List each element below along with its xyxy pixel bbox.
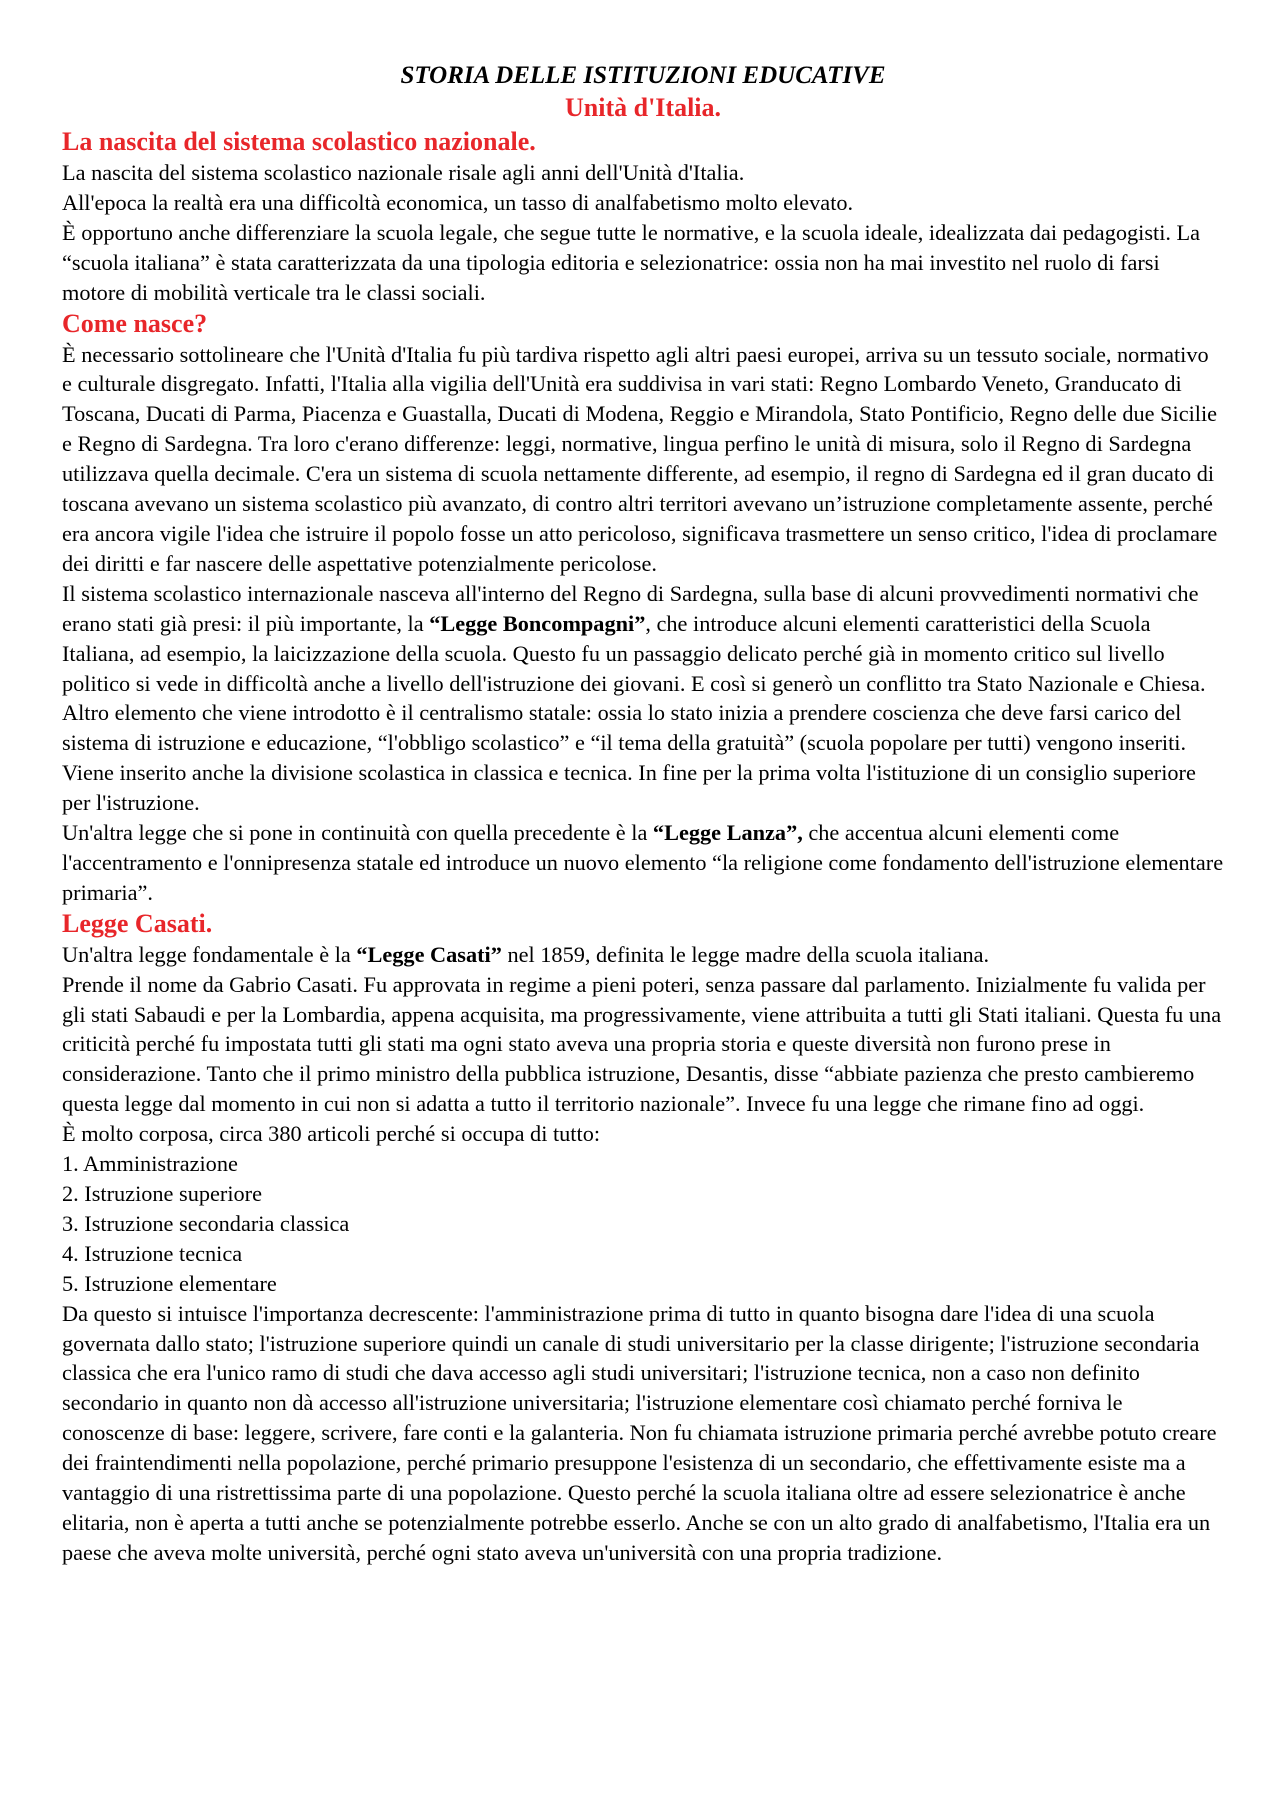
text-run: , che introduce alcuni elementi caratteristici della Scuola Italiana, ad esempio, la laicizzazione della scuola. Questo fu un passaggio delicato perché già in momento critico sul livello politico si vede in difficoltà anche a livello dell'istruzione dei giovani. E così si generò un conflitto tra Stato Nazionale e Chiesa. Altro elemento che viene introdotto è il centralismo statale: ossia lo stato inizia a prendere coscienza che deve farsi carico del sistema di istruzione e educazione, “l'obbligo scolastico” e “il tema della gratuità” (scuola popolare per tutti) vengono inseriti. Viene inserito anche la divisione scolastica in classica e tecnica. In fine per la prima volta l'istituzione di un consiglio superiore per l'istruzione. xyxy=(62,610,1206,816)
paragraph: Prende il nome da Gabrio Casati. Fu approvata in regime a pieni poteri, senza passare dal parlamento. Inizialmente fu valida per gli stati Sabaudi e per la Lombardia, appena acquisita, ma progressivamente, viene attribuita a tutti gli Stati italiani. Questa fu una criticità perché fu impostata tutti gli stati ma ogni stato aveva una propria storia e queste diversità non furono prese in considerazione. Tanto che il primo ministro della pubblica istruzione, Desantis, disse “abbiate pazienza che presto cambieremo questa legge dal momento in cui non si adatta a tutto il territorio nazionale”. Invece fu una legge che rimane fino ad oggi. xyxy=(62,971,1222,1117)
paragraph xyxy=(62,818,1224,908)
bold-law-name: “Legge Lanza”, xyxy=(652,820,803,846)
list-item: 3. Istruzione secondaria classica xyxy=(62,1210,350,1236)
paragraph: La nascita del sistema scolastico nazionale risale agli anni dell'Unità d'Italia. xyxy=(62,160,745,185)
paragraph xyxy=(62,940,1224,970)
section-heading-nascita: La nascita del sistema scolastico nazionale. xyxy=(62,127,536,156)
bold-law-name: “Legge Casati” xyxy=(356,941,502,967)
document-page xyxy=(62,60,1224,1568)
text-run: nel 1859, definita le legge madre della scuola italiana. xyxy=(501,941,990,967)
paragraph: È opportuno anche differenziare la scuola legale, che segue tutte le normative, e la scuola ideale, idealizzata dai pedagogisti. La “scuola italiana” è stata caratterizzata da una tipologia editoria e selezionatrice: ossia non ha mai investito nel ruolo di farsi motore di mobilità verticale tra le classi sociali. xyxy=(62,219,1201,305)
section-heading-legge-casati: Legge Casati. xyxy=(62,908,213,938)
text-run: Un'altra legge fondamentale è la xyxy=(62,941,357,967)
document-subtitle: Unità d'Italia. xyxy=(564,93,722,122)
text-run: Un'altra legge che si pone in continuità con quella precedente è la xyxy=(62,820,653,846)
document-title: STORIA DELLE ISTITUZIONI EDUCATIVE xyxy=(400,62,886,89)
list-item: 2. Istruzione superiore xyxy=(62,1181,262,1206)
paragraph: All'epoca la realtà era una difficoltà economica, un tasso di analfabetismo molto elevato. xyxy=(62,189,854,215)
paragraph: È molto corposa, circa 380 articoli perché si occupa di tutto: xyxy=(62,1121,601,1147)
text-run: che accentua alcuni elementi come l'accentramento e l'onnipresenza statale ed introduce un nuovo elemento “la religione come fondamento dell'istruzione elementare primaria”. xyxy=(62,820,1224,905)
bold-law-name: “Legge Boncompagni” xyxy=(429,610,646,636)
list-item: 5. Istruzione elementare xyxy=(62,1270,277,1296)
paragraph: Da questo si intuisce l'importanza decrescente: l'amministrazione prima di tutto in quanto bisogna dare l'idea di una scuola governata dallo stato; l'istruzione superiore quindi un canale di studi universitario per la classe dirigente; l'istruzione secondaria classica che era l'unico ramo di studi che dava accesso agli studi universitari; l'istruzione tecnica, non a caso non definito secondario in quanto non dà accesso all'istruzione universitaria; l'istruzione elementare così chiamato perché forniva le conoscenze di base: leggere, scrivere, fare conti e la galanteria. Non fu chiamata istruzione primaria perché avrebbe potuto creare dei fraintendimenti nella popolazione, perché primario presuppone l'esistenza di un secondario, che effettivamente esiste ma a vantaggio di una ristrettissima parte di una popolazione. Questo perché la scuola italiana oltre ad essere selezionatrice è anche elitaria, non è aperta a tutti anche se potenzialmente potrebbe esserlo. Anche se con un alto grado di analfabetismo, l'Italia era un paese che aveva molte università, perché ogni stato aveva un'università con una propria tradizione. xyxy=(62,1300,1217,1565)
text-run: Il sistema scolastico internazionale nasceva all'interno del Regno di Sardegna, sulla base di alcuni provvedimenti normativi che erano stati già presi: il più importante, la xyxy=(62,580,1199,636)
section-heading-come-nasce: Come nasce? xyxy=(62,308,208,338)
list-item: 4. Istruzione tecnica xyxy=(62,1240,243,1266)
paragraph: È necessario sottolineare che l'Unità d'Italia fu più tardiva rispetto agli altri paesi europei, arriva su un tessuto sociale, normativo e culturale disgregato. Infatti, l'Italia alla vigilia dell'Unità era suddivisa in vari stati: Regno Lombardo Veneto, Granducato di Toscana, Ducati di Parma, Piacenza e Guastalla, Ducati di Modena, Reggio e Mirandola, Stato Pontificio, Regno delle due Sicilie e Regno di Sardegna. Tra loro c'erano differenze: leggi, normative, lingua perfino le unità di misura, solo il Regno di Sardegna utilizzava quella decimale. C'era un sistema di scuola nettamente differente, ad esempio, il regno di Sardegna ed il gran ducato di toscana avevano un sistema scolastico più avanzato, di contro altri territori avevano un’istruzione completamente assente, perché era ancora vigile l'idea che istruire il popolo fosse un atto pericoloso, significava trasmettere un senso critico, l'idea di proclamare dei diritti e far nascere delle aspettative potenzialmente pericolose. xyxy=(62,341,1218,576)
list-item: 1. Amministrazione xyxy=(62,1151,238,1177)
paragraph xyxy=(62,579,1224,818)
